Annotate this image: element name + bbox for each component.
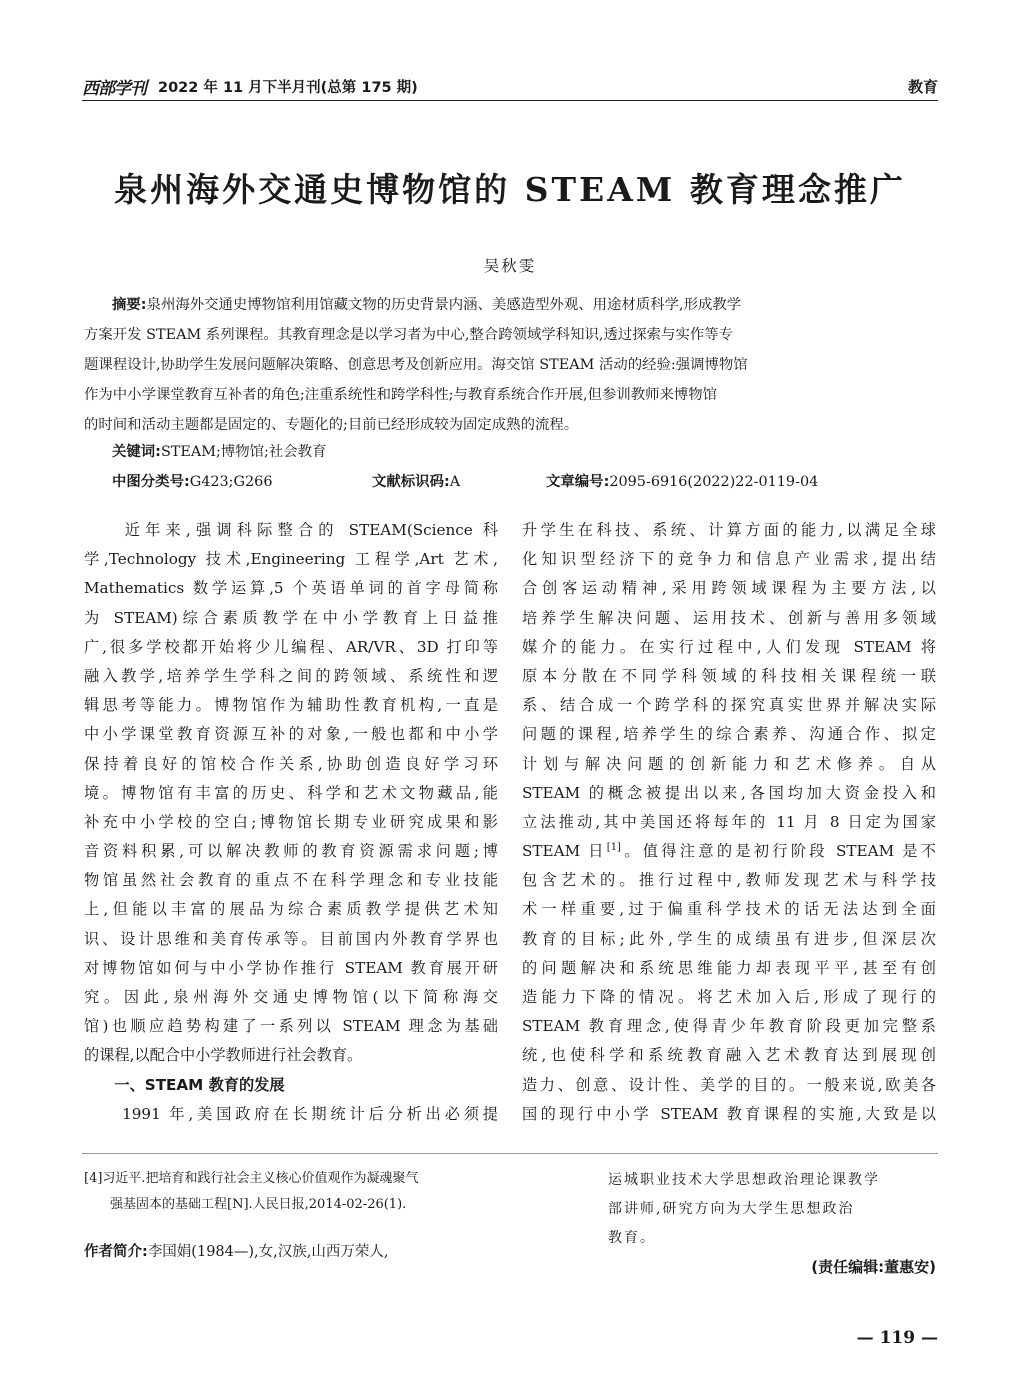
author-name: 吴秋雯 bbox=[483, 257, 537, 275]
author-bio-line: 教育。 bbox=[608, 1230, 656, 1246]
author-bio-line: 部讲师,研究方向为大学生思想政治 bbox=[608, 1201, 855, 1217]
document-code-value: A bbox=[449, 474, 461, 490]
journal-logo: 西部学刊 bbox=[82, 79, 146, 99]
body-line: STEAM 的概念被提出以来,各国均加大资金投入和 bbox=[522, 783, 936, 802]
body-line: 广,很多学校都开始将少儿编程、AR/VR、3D 打印等 bbox=[84, 637, 498, 656]
page-number: — 119 — bbox=[856, 1328, 938, 1348]
body-line: 化知识型经济下的竞争力和信息产业需求,提出结 bbox=[522, 550, 936, 569]
body-line: 术一样重要,过于偏重科学技术的话无法达到全面 bbox=[522, 900, 936, 919]
abstract-text: 泉州海外交通史博物馆利用馆藏文物的历史背景内涵、美感造型外观、用途材质科学,形成教学 bbox=[146, 297, 742, 313]
body-text: 。值得注意的是初行阶段 STEAM 是不 bbox=[620, 842, 936, 861]
body-line: 辑思考等能力。博物馆作为辅助性教育机构,一直是 bbox=[84, 696, 498, 715]
body-line: 融入教学,培养学生学科之间的跨领域、系统性和逻 bbox=[84, 666, 498, 685]
body-line: 统,也使科学和系统教育融入艺术教育达到展现创 bbox=[522, 1046, 936, 1065]
header-rule bbox=[82, 100, 938, 101]
author-bio-line: 运城职业技术大学思想政治理论课教学 bbox=[608, 1172, 880, 1188]
body-line: 补充中小学校的空白;博物馆长期专业研究成果和影 bbox=[84, 812, 498, 831]
author-bio bbox=[84, 1240, 514, 1261]
running-header bbox=[82, 72, 938, 98]
author-bio-continued bbox=[608, 1166, 938, 1253]
article-title: 泉州海外交通史博物馆的 STEAM 教育理念推广 bbox=[114, 170, 906, 209]
body-line: 升学生在科技、系统、计算方面的能力,以满足全球 bbox=[522, 521, 936, 539]
body-line: 教育的目标;此外,学生的成绩虽有进步,但深层次 bbox=[522, 929, 936, 948]
body-line: 立法推动,其中美国还将每年的 11 月 8 日定为国家 bbox=[522, 812, 936, 831]
body-line: 中小学课堂教育资源互补的对象,一般也都和中小学 bbox=[84, 725, 498, 744]
body-line: 培养学生解决问题、运用技术、创新与善用多领域 bbox=[522, 608, 936, 627]
classification-label: 中图分类号: bbox=[112, 474, 190, 490]
abstract-line: 的时间和活动主题都是固定的、专题化的;目前已经形成较为固定成熟的流程。 bbox=[84, 417, 579, 433]
document-code-label: 文献标识码: bbox=[372, 474, 450, 490]
body-line: 境。博物馆有丰富的历史、科学和艺术文物藏品,能 bbox=[84, 783, 498, 802]
body-line: 馆)也顺应趋势构建了一系列以 STEAM 理念为基础 bbox=[84, 1017, 498, 1036]
body-line: 问题的课程,培养学生的综合素养、沟通合作、拟定 bbox=[522, 725, 936, 744]
body-text: STEAM 日 bbox=[522, 842, 607, 861]
section-name: 教育 bbox=[907, 78, 938, 96]
body-line: 上,但能以丰富的展品为综合素质教学提供艺术知 bbox=[84, 900, 498, 919]
reference-line: [4]习近平.把培育和践行社会主义核心价值观作为凝魂聚气 bbox=[84, 1171, 419, 1186]
abstract-label: 摘要: bbox=[112, 297, 147, 313]
article-number-label: 文章编号: bbox=[546, 474, 610, 490]
body-line: STEAM 教育理念,使得青少年教育阶段更加完整系 bbox=[522, 1017, 936, 1036]
body-line: 计划与解决问题的创新能力和艺术修养。自从 bbox=[522, 754, 936, 773]
reference-line: 强基固本的基础工程[N].人民日报,2014-02-26(1). bbox=[84, 1197, 407, 1212]
keywords-value: STEAM;博物馆;社会教育 bbox=[160, 444, 327, 460]
body-line: 学,Technology 技术,Engineering 工程学,Art 艺术, bbox=[84, 550, 498, 569]
body-line: 音资料积累,可以解决教师的教育资源需求问题;博 bbox=[84, 842, 498, 861]
body-line: 保持着良好的馆校合作关系,协助创造良好学习环 bbox=[84, 754, 498, 773]
body-line: 的问题解决和系统思维能力却表现平平,甚至有创 bbox=[522, 958, 936, 977]
classification-value: G423;G266 bbox=[189, 474, 273, 490]
issue-info: 2022 年 11 月下半月刊(总第 175 期) bbox=[158, 80, 418, 96]
body-left-column bbox=[84, 516, 498, 1129]
body-line: 的课程,以配合中小学教师进行社会教育。 bbox=[84, 1046, 363, 1065]
body-line: 原本分散在不同学科领域的科技相关课程统一联 bbox=[522, 666, 936, 685]
body-line: 对博物馆如何与中小学协作推行 STEAM 教育展开研 bbox=[84, 958, 498, 977]
body-line: 媒介的能力。在实行过程中,人们发现 STEAM 将 bbox=[522, 637, 936, 656]
author-bio-label: 作者简介: bbox=[84, 1244, 148, 1260]
abstract-line: 作为中小学课堂教育互补者的角色;注重系统性和跨学科性;与教育系统合作开展,但参训教师来博物馆 bbox=[84, 387, 718, 403]
section-heading: 一、STEAM 教育的发展 bbox=[84, 1075, 285, 1094]
classification bbox=[112, 470, 273, 491]
body-line: 系、结合成一个跨学科的探究真实世界并解决实际 bbox=[522, 696, 936, 715]
abstract bbox=[84, 290, 938, 440]
body-line-with-citation bbox=[522, 837, 936, 866]
body-line: 国的现行中小学 STEAM 教育课程的实施,大致是以 bbox=[522, 1104, 936, 1123]
body-right-column bbox=[522, 516, 936, 1129]
body-line: 合创客运动精神,采用跨领域课程为主要方法,以 bbox=[522, 579, 936, 598]
footer-rule bbox=[82, 1153, 938, 1154]
abstract-line: 方案开发 STEAM 系列课程。其教育理念是以学习者为中心,整合跨领域学科知识,透过探索与实作等专 bbox=[84, 327, 734, 343]
citation-mark: [1] bbox=[606, 842, 621, 853]
body-line: 识、设计思维和美育传承等。目前国内外教育学界也 bbox=[84, 929, 498, 948]
responsible-editor: (责任编辑:董惠安) bbox=[811, 1258, 936, 1276]
body-line: 造能力下降的情况。将艺术加入后,形成了现行的 bbox=[522, 988, 936, 1006]
article-number bbox=[546, 470, 818, 491]
keywords-label: 关键词: bbox=[112, 444, 161, 460]
body-line: 1991 年,美国政府在长期统计后分析出必须提 bbox=[84, 1104, 498, 1123]
body-line: 近年来,强调科际整合的 STEAM(Science 科 bbox=[84, 521, 498, 539]
body-line: Mathematics 数学运算,5 个英语单词的首字母简称 bbox=[84, 579, 498, 598]
article-number-value: 2095-6916(2022)22-0119-04 bbox=[609, 474, 819, 490]
body-line: 造力、创意、设计性、美学的目的。一般来说,欧美各 bbox=[522, 1075, 936, 1094]
author-bio-text: 李国娟(1984—),女,汉族,山西万荣人, bbox=[147, 1244, 389, 1260]
body-line: 为 STEAM)综合素质教学在中小学教育上日益推 bbox=[84, 608, 498, 627]
abstract-line: 题课程设计,协助学生发展问题解决策略、创意思考及创新应用。海交馆 STEAM 活动的经验:强调博物馆 bbox=[84, 357, 748, 373]
body-line: 物馆虽然社会教育的重点不在科学理念和专业技能 bbox=[84, 871, 498, 890]
abstract-line bbox=[84, 290, 938, 320]
body-line: 包含艺术的。推行过程中,教师发现艺术与科学技 bbox=[522, 871, 936, 890]
reference-entry bbox=[84, 1166, 504, 1218]
keywords bbox=[112, 440, 326, 461]
document-code bbox=[372, 470, 460, 491]
body-line: 究。因此,泉州海外交通史博物馆(以下简称海交 bbox=[84, 988, 498, 1006]
